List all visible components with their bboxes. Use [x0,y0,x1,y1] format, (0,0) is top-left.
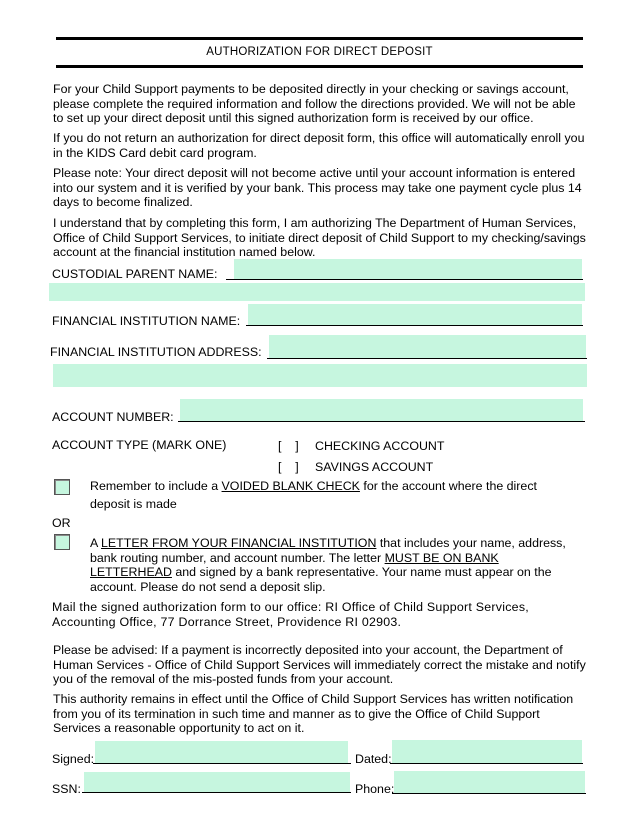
phone-underline [392,793,586,794]
phone-field[interactable] [394,771,585,793]
checking-box[interactable]: [ ] [278,439,299,453]
kids-card-paragraph: If you do not return an authorization for direct deposit form, this office will automatically enroll you in the KIDS Card debit card program. [53,131,585,160]
letter-pre: A [90,536,102,550]
ssn-field[interactable] [84,772,350,792]
dated-label: Dated: [355,752,392,766]
phone-label: Phone: [355,782,395,796]
account-number-underline [178,421,585,422]
mail-line-1: Mail the signed authorization form to our office: RI Office of Child Support Services, [52,600,529,614]
mail-line-2: Accounting Office, 77 Dorrance Street, Providence RI 02903. [52,615,402,629]
custodial-parent-underline [226,279,583,280]
institution-address-field[interactable] [269,335,586,358]
letter-mid: that includes your name, address, bank routing number, and account number. The letter [90,536,566,565]
advised-paragraph: Please be advised: If a payment is incorrectly deposited into your account, the Department of Human Services - Office of Child Support Services will immediately correct the mistake and notify you of the removal of the mis-posted funds from your account. [53,643,586,687]
institution-address-field-line2[interactable] [53,364,587,387]
account-number-field[interactable] [180,399,583,421]
dated-underline [390,763,583,764]
savings-box[interactable]: [ ] [278,460,299,474]
checking-label: CHECKING ACCOUNT [315,439,445,453]
letter-emphasis: LETTER FROM YOUR FINANCIAL INSTITUTION [101,536,377,550]
letter-post: and signed by a bank representative. Your name must appear on the account. Please do not send a deposit slip. [90,565,552,594]
institution-address-label: FINANCIAL INSTITUTION ADDRESS: [50,345,262,359]
voided-check-checkbox[interactable] [54,479,70,495]
authorization-paragraph: I understand that by completing this form, I am authorizing The Department of Human Services, Office of Child Support Services, to initiate direct deposit of Child Support to my checking/savings account at the financial institution named below. [53,216,586,260]
account-number-label: ACCOUNT NUMBER: [52,410,174,424]
or-label: OR [52,516,71,530]
letter-checkbox[interactable] [54,534,70,550]
authority-paragraph: This authority remains in effect until the Office of Child Support Services has written notification from you of its termination in such time and manner as to give the Office of Child Support Services a reasonable opportunity to act on it. [53,692,574,736]
voided-check-post: for the account where the direct deposit is made [90,479,537,511]
note-paragraph: Please note: Your direct deposit will not become active until your account information is entered into our system and it is verified by your bank. This process may take one payment cycle plus 14 days to become finalized. [53,166,582,210]
form-title: AUTHORIZATION FOR DIRECT DEPOSIT [206,46,433,58]
custodial-parent-field[interactable] [234,259,582,279]
savings-label: SAVINGS ACCOUNT [315,460,434,474]
signed-label: Signed: [52,752,95,766]
intro-paragraph: For your Child Support payments to be deposited directly in your checking or savings account, please complete the required information and follow the directions provided. We will not be able to set up your direct deposit until this signed authorization form is received by our office. [53,82,576,126]
institution-name-field[interactable] [248,304,582,325]
ssn-label: SSN: [52,782,81,796]
signed-field[interactable] [95,741,348,763]
voided-check-pre: Remember to include a [90,479,222,493]
signed-underline [93,763,351,764]
custodial-parent-label: CUSTODIAL PARENT NAME: [52,267,218,281]
letter-text [90,536,584,594]
voided-check-text [90,477,560,513]
account-type-label: ACCOUNT TYPE (MARK ONE) [52,438,227,452]
top-rule [56,37,583,40]
institution-address-underline [267,358,587,359]
custodial-parent-field-line2[interactable] [49,283,585,301]
institution-name-label: FINANCIAL INSTITUTION NAME: [52,314,241,328]
institution-name-underline [246,325,583,326]
ssn-underline [82,792,351,793]
voided-check-emphasis: VOIDED BLANK CHECK [221,479,360,493]
dated-field[interactable] [392,740,582,763]
title-rule [56,65,583,68]
letter-must: MUST BE ON BANK LETTERHEAD [90,550,499,580]
